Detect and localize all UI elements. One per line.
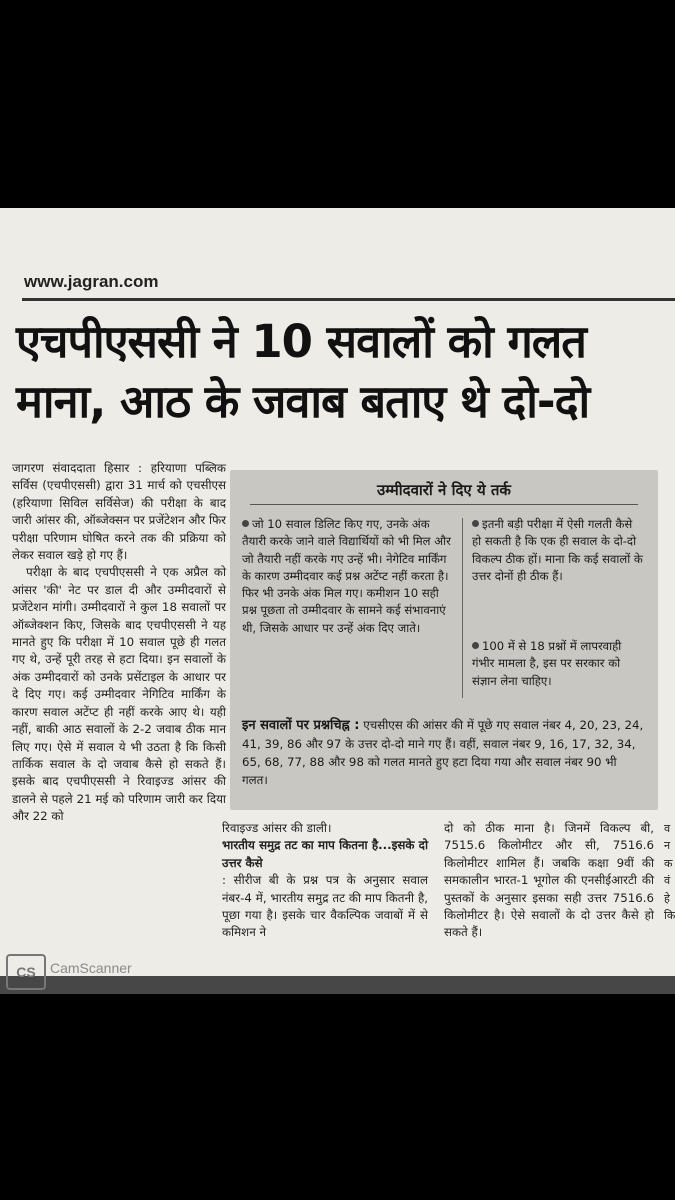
col2-subhead: भारतीय समुद्र तट का माप कितना है...इसके दो उत्तर कैसे (222, 838, 428, 870)
cropped-footer (0, 976, 675, 994)
bullet-icon (472, 642, 479, 649)
newspaper-clipping (0, 208, 675, 994)
box-left-point (242, 516, 452, 637)
box-title: उम्मीदवारों ने दिए ये तर्क (377, 481, 511, 499)
camscanner-logo: CS (6, 954, 46, 990)
camscanner-watermark: CamScanner (50, 960, 132, 976)
bullet-icon (472, 520, 479, 527)
box-bottom-note (242, 716, 646, 789)
headline-line-2: माना, आठ के जवाब बताए थे दो-दो (16, 375, 590, 428)
article-column-3 (444, 820, 654, 942)
col2-lead: रिवाइज्ड आंसर की डाली। (222, 821, 332, 835)
site-url: www.jagran.com (24, 272, 159, 291)
headline-line-1: एचपीएससी ने 10 सवालों को गलत (16, 315, 586, 368)
box-right-point-2 (472, 638, 644, 690)
header-rule (22, 298, 675, 301)
box-right-text-2: 100 में से 18 प्रश्नों में लापरवाही गंभीर मामला है, इस पर सरकार को संज्ञान लेना चाहिए। (472, 639, 622, 688)
box-right-point-1 (472, 516, 644, 585)
box-bottom-label: इन सवालों पर प्रश्नचिह्न : (242, 718, 360, 733)
article-column-4-edge: व न क वं हे कि (664, 822, 675, 923)
article-column-2 (222, 820, 428, 942)
article-para-2: परीक्षा के बाद एचपीएससी ने एक अप्रैल को आंसर 'की' नेट पर डाल दी और उम्मीदवारों से प्रजेंटेशन मांगी। उम्मीदवारों ने कुल 18 सवालों पर ऑब्जेक्शन किए, जिसके बाद एचपीएससी ने यह मानते हुए कि परीक्षा में 10 सवाल पूछे ही गलत गए थे, उन्हें पूरी तरह से हटा दिया। इन सवालों के अंक उम्मीदवारों को उनके प्रसेंटाइल के आधार पर दे दिए गए। कई उम्मीदवार नेगिटिव मार्किंग के कारण सवाल अटेंप्ट ही नहीं करके आए थे। यही नहीं, बाकी आठ सवालों के 2-2 जवाब ठीक मान लिए गए। ऐसे में सवाल ये भी उठता है कि किसी तार्किक सवाल के दो जवाब कैसे हो सकते हैं। इसके बाद एचपीएससी ने रिवाइज्ड आंसर की डालने से पहले 21 मई को परिणाम जारी कर दिया और 22 को (12, 565, 226, 824)
box-divider (462, 518, 463, 698)
box-left-text: जो 10 सवाल डिलिट किए गए, उनके अंक तैयारी करके जाने वाले विद्यार्थियों को भी मिल और जो तैयारी नहीं करके गए उन्हें भी। नेगेटिव मार्किंग के कारण उम्मीदवार कई प्रश्न अटेंप्ट नहीं करता है। फिर भी उनके अंक मिल गए। कमीशन 10 सही प्रश्न पूछता तो उम्मीदवार के सामने कई संभावनाएं थी, जिसके आधार पर उन्हें अंक दिए जाते। (242, 517, 451, 635)
bullet-icon (242, 520, 249, 527)
box-bottom-text: एचसीएस की आंसर की में पूछे गए सवाल नंबर 4, 20, 23, 24, 41, 39, 86 और 97 के उत्तर दो-दो माने गए हैं। वहीं, सवाल नंबर 9, 16, 17, 32, 34, 65, 68, 77, 88 और 98 को गलत मानते हुए हटा दिया गया और सवाल नंबर 90 भी गलत। (242, 718, 644, 787)
article-column-1 (12, 460, 226, 826)
article-para-1: जागरण संवाददाता हिसार : हरियाणा पब्लिक सर्विस (एचपीएससी) द्वारा 31 मार्च को एचसीएस (हरियाणा सिविल सर्विसेज) की परीक्षा के बाद जारी आंसर की, ऑब्जेक्सन पर प्रजेंटेशन और फिर परीक्षा परिणाम घोषित करने तक की प्रक्रिया को लेकर सवाल खड़े हो गए हैं। (12, 461, 226, 563)
box-title-rule (250, 504, 638, 505)
headline (16, 312, 671, 432)
arguments-box (230, 470, 658, 810)
col2-text: : सीरीज बी के प्रश्न पत्र के अनुसार सवाल नंबर-4 में, भारतीय समुद्र तट की माप कितनी है, पूछा गया है। इसके चार वैकल्पिक जवाबों में से कमिशन ने (222, 873, 428, 940)
col3-text: दो को ठीक माना है। जिनमें विकल्प बी, 7515.6 किलोमीटर और सी, 7516.6 किलोमीटर शामिल हैं। जबकि कक्षा 9वीं की समकालीन भारत-1 भूगोल की एनसीईआरटी की पुस्तकों के अनुसार इसका सही उत्तर 7516.6 किलोमीटर है। ऐसे सवालों के दो उत्तर कैसे हो सकते हैं। (444, 821, 654, 940)
box-right-text-1: इतनी बड़ी परीक्षा में ऐसी गलती कैसे हो सकती है कि एक ही सवाल के दो-दो विकल्प ठीक हों। माना कि कई सवालों के उत्तर दोनों ही ठीक हैं। (472, 517, 643, 583)
